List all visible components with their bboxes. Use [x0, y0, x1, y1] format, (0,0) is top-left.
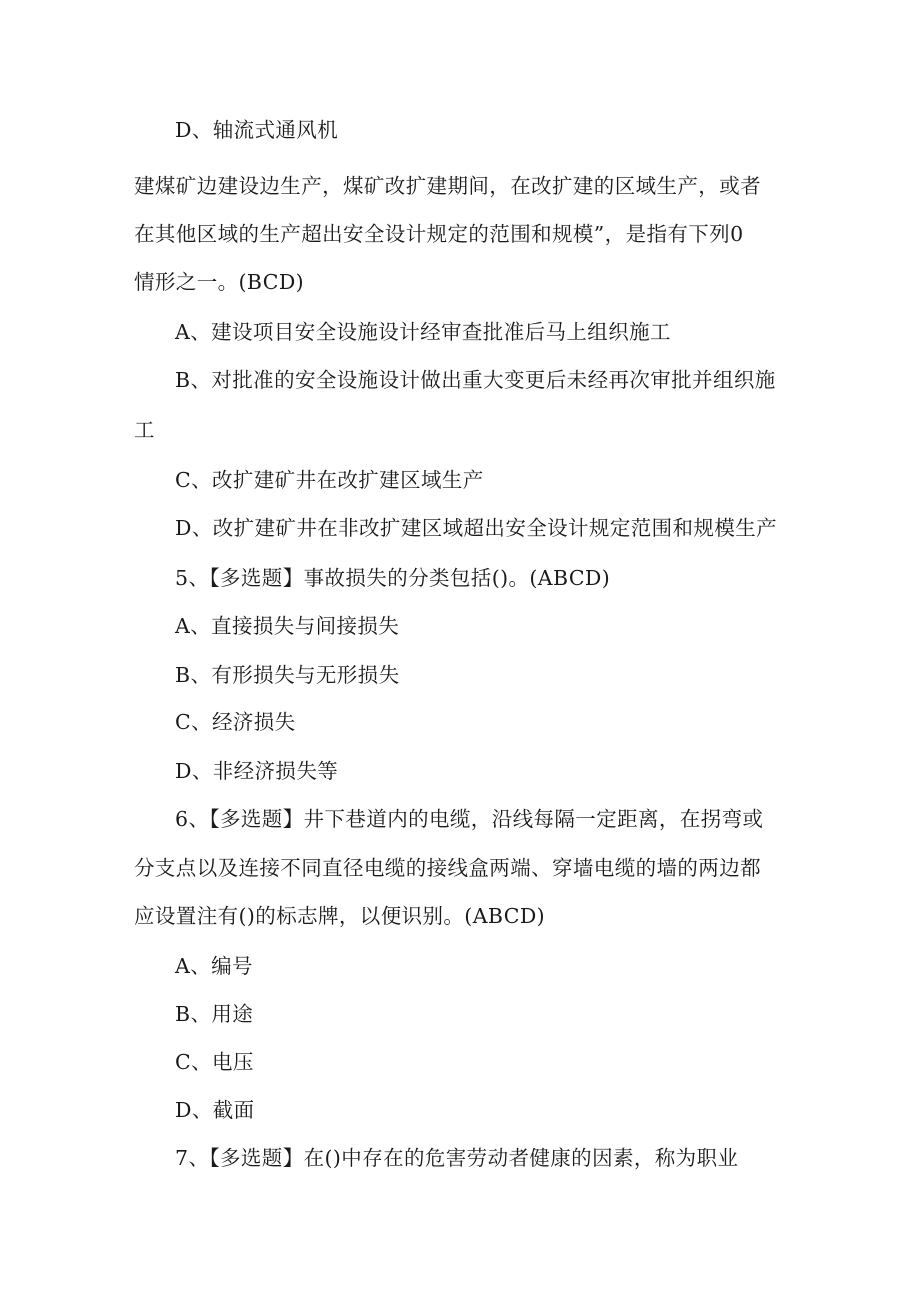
question-text-line: 分支点以及连接不同直径电缆的接线盒两端、穿墙电缆的墙的两边都	[134, 856, 761, 880]
question-5-title: 5、【多选题】事故损失的分类包括()。(ABCD)	[175, 566, 611, 590]
option-c: C、电压	[175, 1050, 254, 1074]
question-text-line: 情形之一。(BCD)	[134, 270, 305, 294]
option-b: B、对批准的安全设施设计做出重大变更后未经再次审批并组织施	[175, 368, 776, 392]
option-c: C、改扩建矿井在改扩建区域生产	[175, 468, 484, 492]
option-b: B、有形损失与无形损失	[175, 663, 400, 687]
question-text-line: 应设置注有()的标志牌，以便识别。(ABCD)	[134, 904, 546, 928]
option-d: D、非经济损失等	[175, 759, 339, 783]
option-a: A、建设项目安全设施设计经审查批准后马上组织施工	[175, 320, 671, 344]
option-b: B、用途	[175, 1002, 254, 1026]
option-a: A、编号	[175, 954, 253, 978]
question-text-line: 建煤矿边建设边生产，煤矿改扩建期间，在改扩建的区域生产，或者	[134, 174, 761, 198]
option-a: A、直接损失与间接损失	[175, 614, 400, 638]
option-c: C、经济损失	[175, 710, 296, 734]
option-b-continued: 工	[134, 418, 155, 442]
question-6-title: 6、【多选题】井下巷道内的电缆，沿线每隔一定距离，在拐弯或	[175, 807, 764, 831]
question-7-title: 7、【多选题】在()中存在的危害劳动者健康的因素，称为职业	[175, 1146, 739, 1170]
question-text-line: 在其他区域的生产超出安全设计规定的范围和规模”，是指有下列0	[134, 222, 744, 246]
option-d: D、改扩建矿井在非改扩建区域超出安全设计规定范围和规模生产	[175, 516, 778, 540]
option-d: D、截面	[175, 1098, 255, 1122]
option-d-q4-tail: D、轴流式通风机	[175, 118, 339, 142]
